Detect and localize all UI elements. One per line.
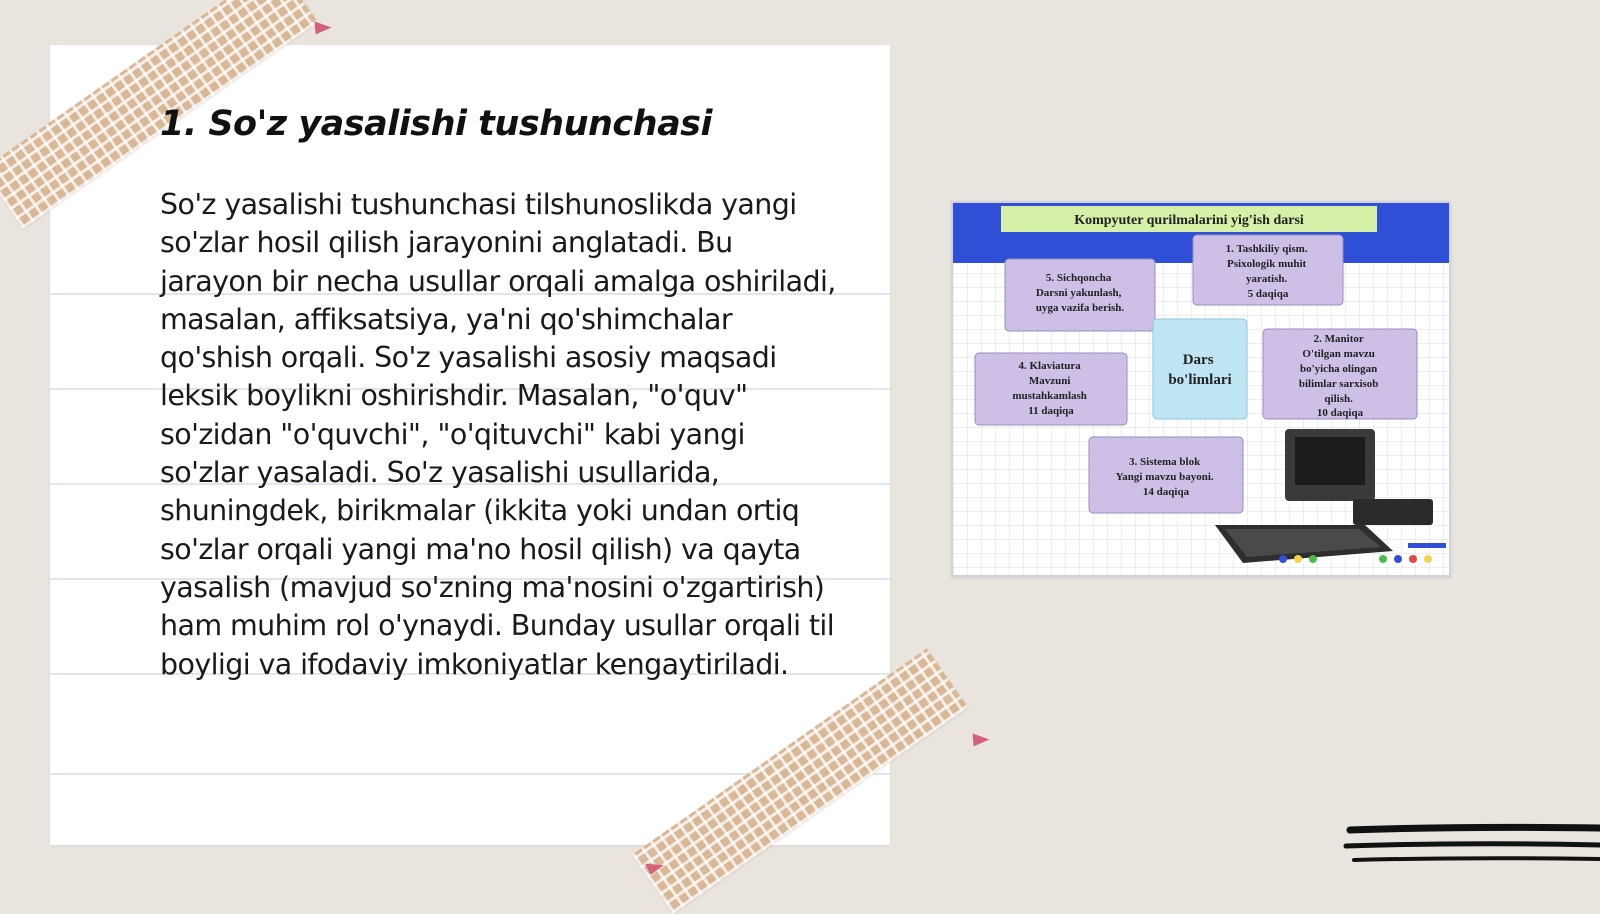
slide-title: 1. So'z yasalishi tushunchasi	[160, 104, 713, 144]
svg-text:1. Tashkiliy qism. Psixo: 1. Tashkiliy qism. Psixologik muhit yaratish. 5 daqiqa	[1225, 243, 1308, 300]
diagram-header-text: Kompyuter qurilmalarini yig'ish darsi	[1074, 213, 1304, 228]
svg-text:Dars bo'limlari: Dars bo'limlari	[1168, 352, 1232, 388]
brush-stroke-decoration	[1340, 820, 1600, 880]
slide-body-text: So'z yasalishi tushunchasi tilshunoslikda yangi so'zlar hosil qilish jarayonini anglatadi. Bu jarayon bir necha usullar orqali amalga oshiriladi, masalan, affiksatsiya, ya'ni qo'shimchalar qo'shish orqali. So'z yasalishi asosiy maqsadi leksik boylikni oshirishdir. Masalan, "o'quv" so'zidan "o'quvchi", "o'qituvchi" kabi yangi so'zlar yasaladi. So'z yasalishi usullarida, shuningdek, birikmalar (ikkita yoki undan ortiq so'zlar orqali yangi ma'no hosil qilish) va qayta yasalish (mavjud so'zning ma'nosini o'zgartirish) ham muhim rol o'ynaydi. Bunday usullar orqali til boyligi va ifodaviy imkoniyatlar kengaytiriladi.	[160, 188, 836, 681]
center-block	[1153, 319, 1247, 419]
svg-text:4. Klaviatura Mavzuni: 4. Klaviatura Mavzuni mustahkamlash 11 daqiqa	[1012, 360, 1087, 417]
svg-text:5. Sichqoncha Darsni y: 5. Sichqoncha Darsni yakunlash, uyga vazifa berish.	[1035, 272, 1125, 314]
lesson-diagram-image	[951, 201, 1451, 577]
tape-corner-decoration	[968, 733, 989, 750]
svg-text:2. Manitor O'tilgan mavz: 2. Manitor O'tilgan mavzu bo'yicha olingan bilimlar sarxisob qilish. 10 daqiqa	[1298, 333, 1379, 419]
svg-text:3. Sistema blok Yangi m: 3. Sistema blok Yangi mavzu bayoni. 14 daqiqa	[1115, 456, 1214, 498]
